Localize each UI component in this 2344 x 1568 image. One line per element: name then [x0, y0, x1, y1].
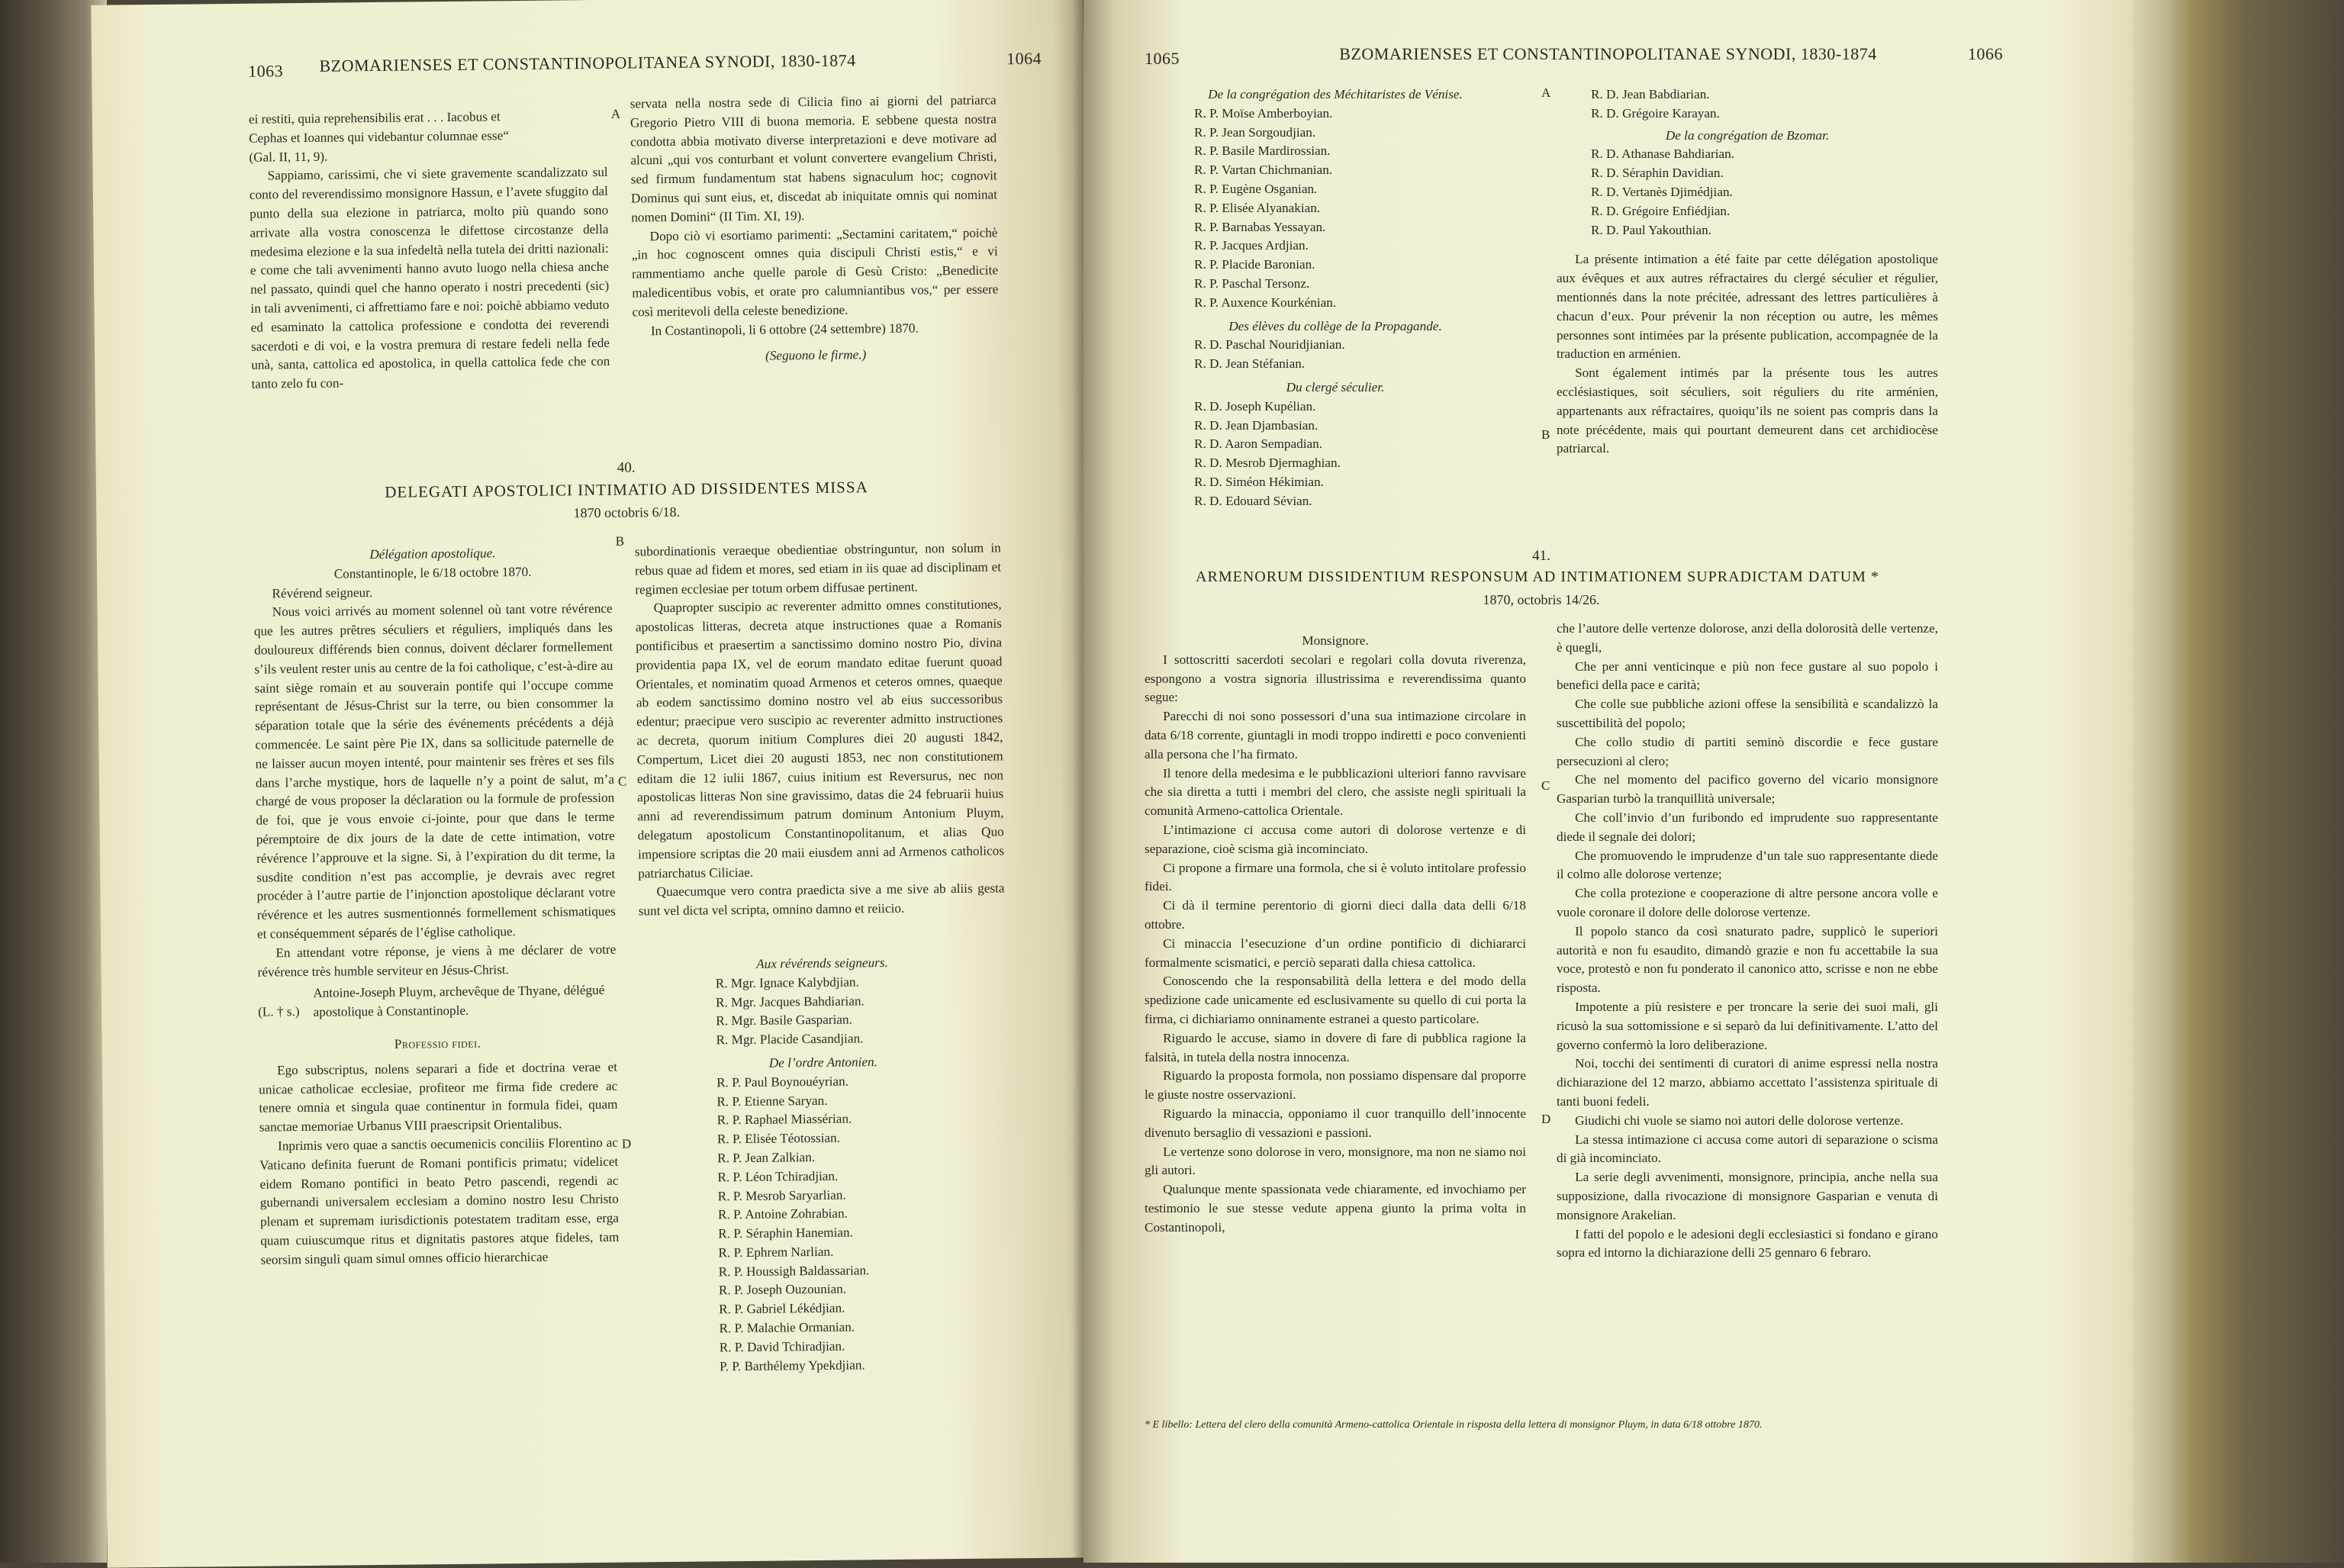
list-item: R. D. Jean Babdiarian. — [1591, 87, 1710, 101]
name-list — [640, 1071, 1009, 1377]
text-column — [249, 107, 610, 394]
letter-salutation: Révérend seigneur. — [272, 584, 373, 601]
list-item: R. D. Joseph Kupélian. — [1194, 398, 1316, 414]
paragraph: Il popolo stanco da così snaturato padre, supplicò le superiori autorità e non fu esaudito, dimandò grazie e non fu accettabile la sua voce, protestò e non fu ponderato il canonico atto, scrisse e non ne ebbe risposta. — [1557, 923, 1938, 996]
list-item: R. D. Mesrob Djermaghian. — [1194, 456, 1341, 471]
list-item: R. D. Siméon Hékimian. — [1194, 474, 1324, 489]
list-item: R. P. David Tchiradjian. — [719, 1338, 845, 1355]
list-item: R. P. Etienne Saryan. — [716, 1093, 828, 1109]
list-item: R. P. Joseph Ouzounian. — [718, 1282, 847, 1298]
footnote: * E libello: Lettera del clero della comunità Armeno-cattolica Orientale in risposta della lettera di monsignor Pluym, in data 6/18 ottobre 1870. — [1145, 1419, 1763, 1431]
page-number: 1064 — [1006, 48, 1042, 69]
list-item: R. P. Barnabas Yessayan. — [1194, 219, 1326, 234]
signature: Antoine-Joseph Pluym, archevêque de Thyane, délégué apostolique à Constantinople. — [313, 983, 605, 1020]
paragraph: che l’autore delle vertenze dolorose, anzi della dolorosità delle vertenze, è quegli, — [1557, 621, 1938, 655]
list-item: R. D. Athanase Bahdiarian. — [1591, 146, 1735, 162]
paragraph: Quaecumque vero contra praedicta sive a me sive ab aliis gesta sunt vel dicta vel scripta, omnino damno et reiicio. — [638, 881, 1005, 919]
paragraph: Che colla protezione e cooperazione di altre persone ancora volle e vuole coronare il dolore delle dolorose vertenze. — [1557, 886, 1938, 919]
list-item: R. P. Vartan Chichmanian. — [1194, 163, 1333, 178]
list-item: R. P. Ephrem Narlian. — [718, 1244, 834, 1261]
list-heading: Des élèves du collège de la Propagande. — [1228, 318, 1442, 333]
list-item: R. P. Auxence Kourkénian. — [1194, 295, 1337, 310]
paragraph: La stessa intimazione ci accusa come autori di separazione o scisma di già incominciato. — [1557, 1132, 1938, 1166]
paragraph: Ci dà il termine perentorio di giorni dieci dalla data delli 6/18 ottobre. — [1145, 898, 1526, 932]
paragraph: Parecchi di noi sono possessori d’una sua intimazione circolare in data 6/18 corrente, giuntagli in modi troppo indiretti e poco convenienti alla persona che l’ha firmato. — [1145, 709, 1526, 761]
list-item: R. P. Mesrob Saryarlian. — [717, 1187, 846, 1203]
list-item: R. P. Malachie Ormanian. — [719, 1319, 855, 1336]
list-heading: De la congrégation des Méchitaristes de Vénise. — [1208, 87, 1463, 101]
list-heading: Du clergé séculier. — [1286, 379, 1385, 394]
text-line: (Gal. II, 11, 9). — [249, 149, 328, 165]
section-date: 1870 octobris 6/18. — [573, 504, 681, 521]
paragraph: Che collo studio di partiti seminò discordie e fece gustare persecuzioni al clero; — [1557, 734, 1938, 768]
margin-letter: D — [621, 1136, 632, 1151]
list-item: R. D. Edouard Sévian. — [1194, 493, 1312, 508]
paragraph: Le vertenze sono dolorose in vero, monsignore, ma non ne siamo noi gli autori. — [1145, 1144, 1526, 1178]
list-heading: Aux révérends seigneurs. — [756, 955, 888, 971]
paragraph: En attendant votre réponse, je viens à me déclarer de votre révérence très humble serviteur en Jésus-Christ. — [257, 942, 617, 980]
paragraph: Che promuovendo le imprudenze d’un tale suo rappresentante diede il colmo alle dolorose vertenze; — [1557, 848, 1938, 882]
subsection-title: Professio fidei. — [394, 1035, 481, 1051]
name-list — [1145, 398, 1526, 511]
text-line: Cephas et Ioannes qui videbantur columnae esse“ — [249, 127, 510, 146]
paragraph: servata nella nostra sede di Cilicia fino ai giorni del patriarca Gregorio Pietro VIII di buona memoria. E sebbene questa nostra condotta abbia motivato diverse interpretazioni e deve motivare ad alcuni „qui vos conturbant et volunt convertere evangelium Christi, sed firmum fundamentum stat habens signaculum hoc; cognovit Dominus qui sunt eius, et, discedat ab iniquitate omnis qui nominat nomen Domini“ (II Tim. XI, 19). — [629, 92, 998, 225]
text-column — [1557, 85, 1938, 459]
text-column — [1145, 85, 1526, 511]
seal-mark: (L. † s.) — [258, 1004, 300, 1019]
list-item: R. D. Grégoire Enfiédjian. — [1591, 203, 1731, 218]
letter-date: Constantinople, le 6/18 octobre 1870. — [333, 564, 532, 581]
list-item: R. P. Jacques Ardjian. — [1194, 238, 1309, 253]
list-item: R. D. Jean Stéfanian. — [1194, 356, 1306, 372]
list-item: R. D. Paul Yakouthian. — [1591, 222, 1712, 237]
list-item: R. P. Eugène Osganian. — [1194, 181, 1318, 196]
paragraph: Giudichi chi vuole se siamo noi autori delle dolorose vertenze. — [1575, 1112, 1904, 1128]
paragraph: Che nel momento del pacifico governo del vicario monsignore Gasparian turbò la tranquillità universale; — [1557, 772, 1938, 807]
paragraph: Dopo ciò vi esortiamo parimenti: „Sectamini caritatem,“ poichè „in hoc cognoscent omnes quia discipuli Christi estis,“ e vi rammentiamo anche quelle parole di Gesù Cristo: „Benedicite maledicentibus vobis, et orate pro calumniantibus vos,“ per essere così meritevoli della celeste benedizione. — [631, 225, 999, 320]
list-item: R. P. Elisée Téotossian. — [716, 1130, 841, 1147]
paragraph: Che colle sue pubbliche azioni offese la sensibilità e scandalizzò la suscettibilità del popolo; — [1557, 697, 1938, 730]
margin-letter: C — [617, 774, 627, 789]
running-head — [92, 48, 1083, 89]
list-item: R. P. Moïse Amberboyian. — [1194, 105, 1333, 121]
paragraph: Qualunque mente spassionata vede chiaramente, ed invochiamo per testimonio le sue stesse vedute appena giunto la prima volta in Costantinopoli, — [1145, 1182, 1526, 1235]
list-item: R. D. Grégoire Karayan. — [1591, 105, 1720, 121]
right-page — [1083, 0, 2133, 1563]
paragraph: Noi, tocchi dei sentimenti di curatori di anime espressi nella nostra dichiarazione del 12 marzo, abbiamo accettato l’assistenza spirituale di tanti buoni fedeli. — [1557, 1056, 1938, 1109]
margin-letter: A — [610, 106, 621, 121]
paragraph: Quapropter suscipio ac reverenter admitto omnes constitutiones, apostolicas litteras, decreta atque instructiones quae a Romanis pontificibus et praesertim a sanctissimo domino nostro Pio, divina providentia papa IX, vel de eorum mandato editae fuerunt quoad Orientales, et nominatim quoad Armenos et ceteros omnes, quaeque ab eodem sanctissimo domino nostro vel ab eius successoribus edentur; praecipue vero suscipio ac reverenter admitto instructiones ac decreta, quorum initium Complures diei 20 augusti 1842, Compertum, Licet diei 20 augusti 1853, nec non constitutionem editam die 12 iulii 1867, cuius initium est Reversurus, nec non apostolicas litteras Non sine gravissimo, datas die 24 februarii huius anni ad reverendissimum patrum dominum Antonium Pluym, delegatum apostolicum Constantinopolitanum, et alias Quo impensiore scriptas die 20 maii eiusdem anni ad Armenos catholicos patriarchatus Ciliciae. — [635, 597, 1005, 881]
page-number: 1063 — [248, 61, 284, 81]
list-item: R. P. Jean Sorgoudjian. — [1194, 124, 1316, 140]
list-item: R. P. Houssigh Baldassarian. — [718, 1262, 870, 1280]
list-item: R. Mgr. Jacques Bahdiarian. — [715, 993, 865, 1009]
paragraph: Nous voici arrivés au moment solennel où tant votre révérence que les autres prêtres séculiers et réguliers, impliqués dans les douloureux différends bien connus, doivent déclarer formellement s’ils veulent rester unis au centre de la foi catholique, c’est-à-dire au saint siège romain et au souverain pontife qui l’occupe comme représentant de Jésus-Christ sur la terre, ou bien consommer la séparation totale que la série des événements précédents a déjà commencée. Le saint père Pie IX, dans sa sollicitude paternelle de ne laisser aucun moyen intenté, pour maintenir ses frères et ses fils dans l’arche mystique, hors de laquelle n’y a point de salut, m’a chargé de vous proposer la déclaration ou la formule de profession de foi, que je vous envoie ci-jointe, pour que dans le terme péremptoire de dix jours de la date de cette intimation, votre révérence l’approuve et la signe. Si, à l’expiration du dit terme, la susdite condition n’est pas accomplie, je devrais avec regret procéder à l’autre partie de l’injonction apostolique déclarant votre révérence et les autres susmentionnés formellement schismatiques et conséquemment séparés de l’église catholique. — [253, 601, 616, 942]
paragraph: Riguardo le accuse, siamo in dovere di fare di pubblica ragione la falsità, in tutela della nostra innocenza. — [1145, 1030, 1526, 1064]
name-list — [1145, 336, 1526, 374]
name-list — [639, 971, 1006, 1051]
paragraph: Riguardo la minaccia, opponiamo il cuor tranquillo dell’innocente divenuto bersaglio di vessazioni e passioni. — [1145, 1106, 1526, 1140]
letter-heading: Délégation apostolique. — [369, 546, 496, 562]
name-list — [1145, 105, 1526, 313]
list-item: R. D. Jean Djambasian. — [1194, 417, 1318, 433]
list-item: R. P. Léon Tchiradjian. — [717, 1168, 839, 1185]
text-line: ei restiti, quia reprehensibilis erat . . . Iacobus et — [248, 109, 501, 127]
section-title: DELEGATI APOSTOLICI INTIMATIO AD DISSIDENTES MISSA — [385, 478, 868, 501]
paragraph: subordinationis veraeque obedientiae obstringuntur, non solum in rebus quae ad fidem et mores, sed etiam in iis quae ad disciplinam et regimen ecclesiae per totum orbem diffusae pertinent. — [634, 540, 1002, 597]
running-head — [1083, 44, 2133, 75]
page-number: 1065 — [1145, 49, 1180, 68]
list-item: R. P. Paschal Tersonz. — [1194, 275, 1310, 291]
paragraph: Che coll’invio d’un furibondo ed imprudente suo rappresentante diede il segnale dei dolori; — [1557, 810, 1938, 844]
left-page — [91, 0, 1099, 1568]
running-title: BZOMARIENSES ET CONSTANTINOPOLITANAE SYNODI, 1830-1874 — [1339, 44, 1877, 63]
list-item: R. P. Elisée Alyanakian. — [1194, 200, 1321, 215]
list-item: R. D. Paschal Nouridjianian. — [1194, 337, 1345, 353]
paragraph: Che per anni venticinque e più non fece gustare al suo popolo i benefici della pace e carità; — [1557, 658, 1938, 693]
paragraph: I fatti del popolo e le adesioni degli ecclesiastici si fondano e girano sopra ed intorno la dichiarazione delli 25 gennaro 6 febraro. — [1557, 1226, 1938, 1261]
list-item: R. D. Séraphin Davidian. — [1591, 166, 1724, 181]
paragraph: Inprimis vero quae a sanctis oecumenicis conciliis Florentino ac Vaticano definita fuerunt de Romani pontificis primatu; videlicet eidem Romano pontifici in beato Petro pascendi, regendi ac gubernandi universalem ecclesiam a domino nostro Iesu Christo plenam et supremam iurisdictionis potestatem traditam esse, erga quam cuiuscumque ritus et dignitatis pastores atque fideles, tam seorsim singuli quam simul omnes officio hierarchicae — [259, 1135, 620, 1267]
salutation: Monsignore. — [1302, 633, 1369, 648]
margin-letter: A — [1541, 85, 1551, 100]
margin-letter: B — [615, 533, 625, 549]
list-item: R. Mgr. Ignace Kalybdjian. — [715, 974, 859, 991]
paragraph: Ci propone a firmare una formola, che si è voluto intitolare professio fidei. — [1145, 860, 1526, 894]
signature-note: (Seguono le firme.) — [765, 347, 867, 363]
page-number: 1066 — [1968, 44, 2003, 63]
signature-block — [258, 981, 617, 1023]
list-item: R. Mgr. Placide Casandjian. — [716, 1031, 864, 1048]
text-column — [630, 91, 1000, 367]
list-item: R. P. Paul Boynouéyrian. — [716, 1074, 849, 1090]
margin-letter: B — [1541, 427, 1550, 442]
paragraph: La serie degli avvenimenti, monsignore, principia, anche nella sua supposizione, dalla rivocazione di monsignore Gasparian e venuta di monsignore Arakelian. — [1557, 1170, 1938, 1222]
list-item: R. P. Séraphin Hanemian. — [718, 1225, 853, 1241]
paragraph: Il tenore della medesima e le pubblicazioni ulteriori fanno ravvisare che sia diretta a tutti i membri del clero, che assiste negli spirituali la comunità Armeno-cattolica Orientale. — [1145, 765, 1526, 819]
list-item: R. P. Antoine Zohrabian. — [717, 1206, 848, 1222]
list-item: R. P. Jean Zalkian. — [717, 1149, 816, 1166]
list-item: R. Mgr. Basile Gasparian. — [716, 1012, 852, 1029]
list-item: R. P. Basile Mardirossian. — [1194, 143, 1331, 159]
list-heading: De la congrégation de Bzomar. — [1665, 127, 1830, 143]
margin-letter: C — [1541, 778, 1550, 793]
list-heading: De l’ordre Antonien. — [768, 1054, 878, 1071]
section-title: ARMENORUM DISSIDENTIUM RESPONSUM AD INTIMATIONEM SUPRADICTAM DATUM * — [1196, 568, 1879, 585]
list-item: R. D. Vertanès Djimédjian. — [1591, 184, 1733, 199]
running-title: BZOMARIENSES ET CONSTANTINOPOLITANEA SYNODI, 1830-1874 — [319, 50, 856, 76]
paragraph: Ego subscriptus, nolens separari a fide et doctrina verae et unicae catholicae ecclesiae, profiteor me firma fide credere ac tenere omnia et singula quae continentur in formula fidei, quam sanctae memoriae Urbanus VIII praescripsit Orientalibus. — [259, 1059, 618, 1135]
text-column — [1557, 620, 1938, 1263]
name-list — [1557, 85, 1938, 124]
right-page-edge — [2129, 0, 2344, 1563]
section-number: 40. — [617, 459, 636, 476]
list-item: R. D. Aaron Sempadian. — [1194, 436, 1323, 452]
text-column — [1145, 624, 1526, 1238]
left-page-edge — [0, 0, 107, 1563]
paragraph: In Costantinopoli, li 6 ottobre (24 settembre) 1870. — [650, 320, 919, 338]
paragraph: I sottoscritti sacerdoti secolari e regolari colla dovuta riverenza, espongono a vostra signoria illustrissima e reverendissima quanto segue: — [1145, 652, 1526, 705]
section-number: 41. — [1532, 548, 1550, 564]
paragraph: Sappiamo, carissimi, che vi siete gravemente scandalizzato sul conto del reverendissimo monsignore Hassun, e l’avete sfuggito dal punto della sua elezione in patriarca, molto più quando sono arrivate alla vostra conoscenza le difettose circostanze della medesima elezione e la sua infedeltà nella tutela dei dritti nazionali: e come che tali avvenimenti hanno avuto luogo nella chiesa anche nel passato, quindi quel che hanno operato i nostri precedenti (sic) in tali avvenimenti, ci affrettiamo fare e noi: poichè abbiamo veduto ed esaminato la cattolica professione e condotta dei reverendi sacerdoti e di voi, e la vostra premura di restare fedeli nella fede unà, santa, cattolica ed apostolica, in quella cattolica fede che con tanto zelo fu con- — [249, 165, 610, 391]
section-date: 1870, octobris 14/26. — [1483, 592, 1600, 607]
name-list — [1557, 145, 1938, 240]
paragraph: L’intimazione ci accusa come autori di dolorose vertenze e di separazione, cioè scisma già incominciato. — [1145, 822, 1526, 856]
paragraph: Riguardo la proposta formola, non possiamo dispensare dal proporre le giuste nostre osservazioni. — [1145, 1068, 1526, 1103]
margin-letter: D — [1541, 1112, 1551, 1126]
list-item: R. P. Gabriel Lékédjian. — [719, 1300, 845, 1317]
paragraph: Ci minaccia l’esecuzione d’un ordine pontificio di dichiararci formalmente scismatici, e perciò separati dalla chiesa cattolica. — [1145, 935, 1526, 970]
paragraph: Impotente a più resistere e per troncare la serie dei suoi mali, gli ricusò la sua sottomissione e si separò da lui definitivamente. L’atto del governo confermò la loro deliberazione. — [1557, 999, 1938, 1052]
list-item: R. P. Placide Baronian. — [1194, 257, 1315, 272]
paragraph: Sont également intimés par la présente tous les autres ecclésiastiques, soit séculiers, soit réguliers du rite arménien, appartenants aux réfractaires, quoiqu’ils ne soient pas compris dans la note précédente, mais qui pourtant demeurent dans cet archidiocèse patriarcal. — [1557, 365, 1938, 456]
list-item: R. P. Raphael Miassérian. — [716, 1111, 852, 1128]
text-column — [635, 539, 1009, 1376]
paragraph: Conoscendo che la responsabilità della lettera e del modo della spedizione cade unicamente ed esclusivamente su quello di cui porta la firma, ci dichiariamo onninamente estranei a questo particolare. — [1145, 974, 1526, 1026]
text-column — [253, 543, 620, 1270]
list-item: P. P. Barthélemy Ypekdjian. — [719, 1357, 865, 1374]
paragraph: La présente intimation a été faite par cette délégation apostolique aux évêques et aux autres réfractaires du clergé séculier et régulier, mentionnés dans la note précitée, adressant des lettres particulières à chacun d’eux. Pour prévenir la non réception ou autre, les mêmes personnes sont intimées par la présente publication, accompagnée de la traduction en arménien. — [1557, 252, 1938, 362]
